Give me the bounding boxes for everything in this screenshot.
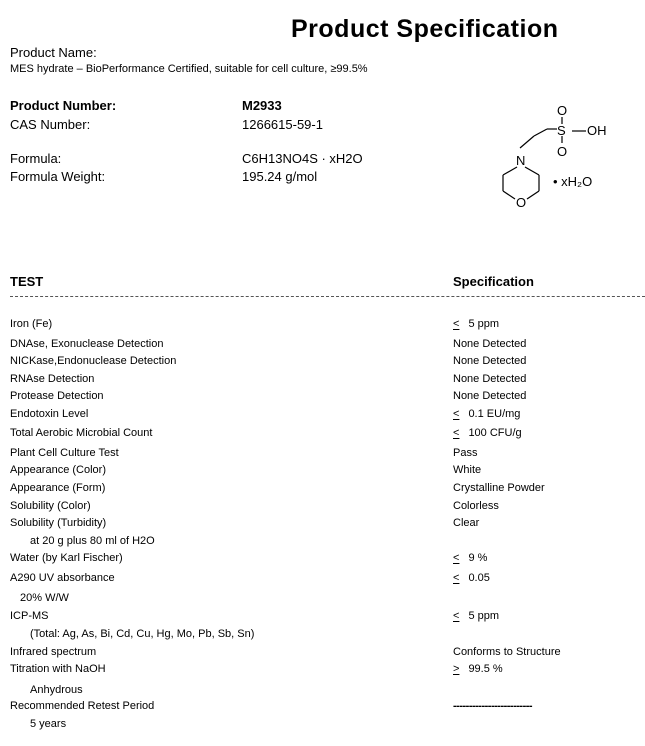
test-name: Infrared spectrum [10, 646, 97, 658]
o-ring-atom: O [516, 195, 527, 210]
specification-text: 5 ppm [468, 318, 500, 330]
test-name: Endotoxin Level [10, 408, 89, 420]
specification-text: 0.1 EU/mg [468, 408, 521, 420]
o-top-atom: O [557, 103, 568, 118]
hydrate-label: • xH₂O [553, 174, 593, 189]
comparison-symbol: < [453, 552, 460, 564]
table-row [0, 408, 645, 426]
specification-text: None Detected [453, 338, 527, 350]
table-row [0, 517, 645, 535]
specification-text: None Detected [453, 390, 527, 402]
formula-value: C6H13NO4S · xH2O [242, 151, 363, 166]
table-row [0, 610, 645, 628]
specification-text: White [453, 464, 482, 476]
chemical-structure [490, 100, 640, 215]
table-row [0, 482, 645, 500]
specification-value [453, 373, 526, 385]
specification-text: None Detected [453, 373, 527, 385]
table-row [0, 572, 645, 590]
cas-number-value: 1266615-59-1 [242, 117, 323, 132]
specification-column-header: Specification [453, 274, 534, 289]
bond [525, 167, 539, 175]
test-name: ICP-MS [10, 610, 49, 622]
s-atom: S [557, 123, 566, 138]
specification-value [453, 427, 522, 439]
table-row [0, 447, 645, 465]
bond [503, 191, 515, 199]
table-row [0, 700, 645, 718]
test-name: Protease Detection [10, 390, 104, 402]
test-name: DNAse, Exonuclease Detection [10, 338, 164, 350]
comparison-symbol: < [453, 427, 460, 439]
table-row [0, 646, 645, 664]
specification-value [453, 517, 479, 529]
specification-value [453, 663, 503, 675]
formula-label: Formula: [10, 151, 62, 166]
specification-value [453, 500, 499, 512]
test-name: Iron (Fe) [10, 318, 53, 330]
test-name: 20% W/W [20, 592, 69, 604]
table-row [0, 390, 645, 408]
specification-text: ------------------------- [453, 700, 533, 712]
test-name: Appearance (Color) [10, 464, 106, 476]
bond [534, 129, 547, 136]
test-name: at 20 g plus 80 ml of H2O [30, 535, 155, 547]
specification-value [453, 646, 561, 658]
table-row [0, 552, 645, 570]
specification-text: Clear [453, 517, 480, 529]
o-bottom-atom: O [557, 144, 568, 159]
hydroxyl-group: OH [587, 123, 607, 138]
test-name: Appearance (Form) [10, 482, 106, 494]
test-name: (Total: Ag, As, Bi, Cd, Cu, Hg, Mo, Pb, Sb, Sn) [30, 628, 255, 640]
bond [527, 191, 539, 199]
table-row [0, 718, 645, 736]
product-name-label: Product Name: [10, 45, 97, 60]
product-number-value: M2933 [242, 98, 282, 113]
specification-text: 9 % [468, 552, 488, 564]
specification-value [453, 464, 481, 476]
product-number-label: Product Number: [10, 98, 117, 113]
test-name: Plant Cell Culture Test [10, 447, 119, 459]
table-row [0, 373, 645, 391]
table-row [0, 663, 645, 681]
specification-text: 99.5 % [468, 663, 503, 675]
table-row [0, 338, 645, 356]
product-name-value: MES hydrate – BioPerformance Certified, suitable for cell culture, ≥99.5% [10, 63, 368, 75]
test-name: RNAse Detection [10, 373, 95, 385]
specification-value [453, 355, 526, 367]
test-name: A290 UV absorbance [10, 572, 115, 584]
test-name: Titration with NaOH [10, 663, 106, 675]
specification-text: 5 ppm [468, 610, 500, 622]
header-divider [10, 296, 645, 297]
specification-value [453, 408, 520, 420]
specification-value [453, 610, 499, 622]
specification-text: 100 CFU/g [468, 427, 522, 439]
comparison-symbol: < [453, 408, 460, 420]
table-row [0, 427, 645, 445]
specification-value [453, 572, 490, 584]
test-name: Solubility (Turbidity) [10, 517, 107, 529]
specification-text: Crystalline Powder [453, 482, 545, 494]
comparison-symbol: < [453, 610, 460, 622]
test-name: Recommended Retest Period [10, 700, 155, 712]
specification-value [453, 552, 487, 564]
test-column-header: TEST [10, 274, 44, 289]
table-row [0, 592, 645, 610]
table-row [0, 464, 645, 482]
page-title: Product Specification [291, 15, 559, 43]
specification-text: 0.05 [468, 572, 490, 584]
bond [503, 167, 517, 175]
comparison-symbol: < [453, 572, 460, 584]
formula-weight-value: 195.24 g/mol [242, 169, 318, 184]
table-row [0, 535, 645, 553]
specification-value [453, 338, 526, 350]
test-name: Water (by Karl Fischer) [10, 552, 123, 564]
test-name: 5 years [30, 718, 67, 730]
specification-text: None Detected [453, 355, 527, 367]
specification-text: Conforms to Structure [453, 646, 561, 658]
table-row [0, 628, 645, 646]
specification-value [453, 447, 477, 459]
n-atom: N [516, 153, 526, 168]
test-name: Total Aerobic Microbial Count [10, 427, 153, 439]
table-row [0, 318, 645, 336]
specification-value [453, 318, 499, 330]
cas-number-label: CAS Number: [10, 117, 91, 132]
formula-weight-label: Formula Weight: [10, 169, 106, 184]
specification-value [453, 390, 526, 402]
table-row [0, 355, 645, 373]
specification-text: Pass [453, 447, 478, 459]
specification-value [453, 482, 545, 494]
test-name: NICKase,Endonuclease Detection [10, 355, 177, 367]
table-row [0, 500, 645, 518]
test-name: Solubility (Color) [10, 500, 91, 512]
specification-text: Colorless [453, 500, 499, 512]
specification-value [453, 700, 532, 712]
bond [520, 136, 534, 148]
comparison-symbol: > [453, 663, 460, 675]
test-name: Anhydrous [30, 684, 83, 696]
comparison-symbol: < [453, 318, 460, 330]
